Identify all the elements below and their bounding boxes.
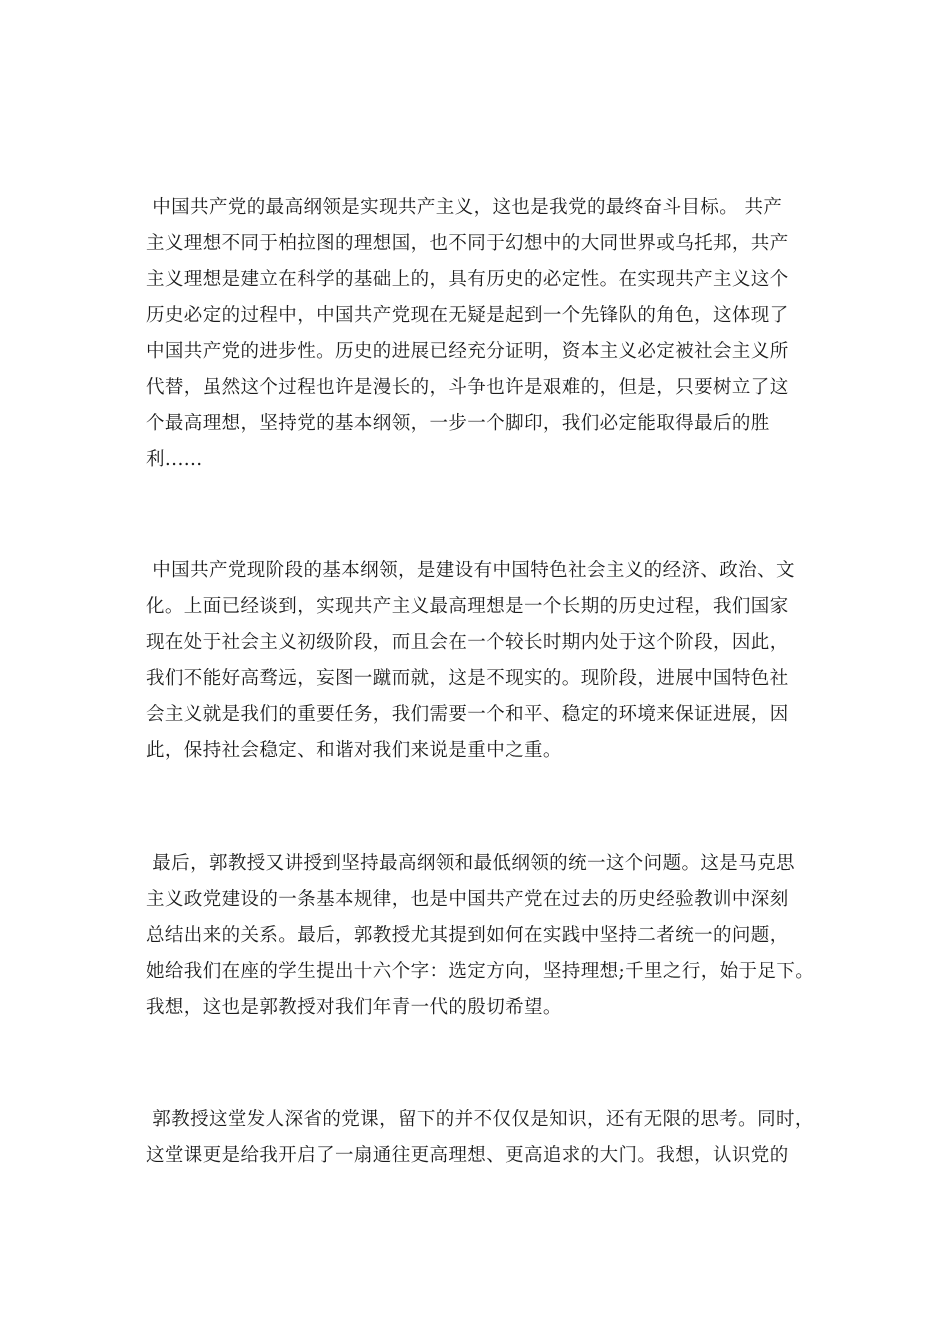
text-line: 主义理想是建立在科学的基础上的，具有历史的必定性。在实现共产主义这个	[146, 269, 789, 290]
paragraph-4	[146, 1102, 814, 1174]
text-line: 郭教授这堂发人深省的党课，留下的并不仅仅是知识，还有无限的思考。同时，	[146, 1109, 814, 1130]
text-line: 主义理想不同于柏拉图的理想国，也不同于幻想中的大同世界或乌托邦，共产	[146, 233, 789, 254]
text-line: 现在处于社会主义初级阶段，而且会在一个较长时期内处于这个阶段，因此，	[146, 632, 789, 653]
text-line: 我们不能好高骛远，妄图一蹴而就，这是不现实的。现阶段，进展中国特色社	[146, 668, 789, 689]
text-line: 中国共产党的进步性。历史的进展已经充分证明，资本主义必定被社会主义所	[146, 341, 789, 362]
text-line: 最后，郭教授又讲授到坚持最高纲领和最低纲领的统一这个问题。这是马克思	[146, 853, 795, 874]
text-line: 总结出来的关系。最后，郭教授尤其提到如何在实践中坚持二者统一的问题，	[146, 925, 789, 946]
paragraph-3	[146, 846, 814, 1026]
text-line: 她给我们在座的学生提出十六个字：选定方向，坚持理想;千里之行，始于足下。	[146, 961, 815, 982]
paragraph-2	[146, 553, 795, 769]
text-line: 中国共产党现阶段的基本纲领，是建设有中国特色社会主义的经济、政治、文	[146, 560, 795, 581]
text-line: 个最高理想，坚持党的基本纲领，一步一个脚印，我们必定能取得最后的胜	[146, 413, 770, 434]
text-line: 代替，虽然这个过程也许是漫长的，斗争也许是艰难的，但是，只要树立了这	[146, 377, 789, 398]
text-line: 利......	[146, 449, 203, 470]
text-line: 主义政党建设的一条基本规律，也是中国共产党在过去的历史经验教训中深刻	[146, 889, 789, 910]
text-line: 会主义就是我们的重要任务，我们需要一个和平、稳定的环境来保证进展，因	[146, 704, 789, 725]
text-line: 这堂课更是给我开启了一扇通往更高理想、更高追求的大门。我想，认识党的	[146, 1145, 789, 1166]
text-line: 中国共产党的最高纲领是实现共产主义，这也是我党的最终奋斗目标。 共产	[146, 197, 783, 218]
text-line: 此，保持社会稳定、和谐对我们来说是重中之重。	[146, 740, 562, 761]
paragraph-1	[146, 190, 789, 478]
text-line: 我想，这也是郭教授对我们年青一代的殷切希望。	[146, 997, 562, 1018]
text-line: 历史必定的过程中，中国共产党现在无疑是起到一个先锋队的角色，这体现了	[146, 305, 789, 326]
text-line: 化。上面已经谈到，实现共产主义最高理想是一个长期的历史过程，我们国家	[146, 596, 789, 617]
